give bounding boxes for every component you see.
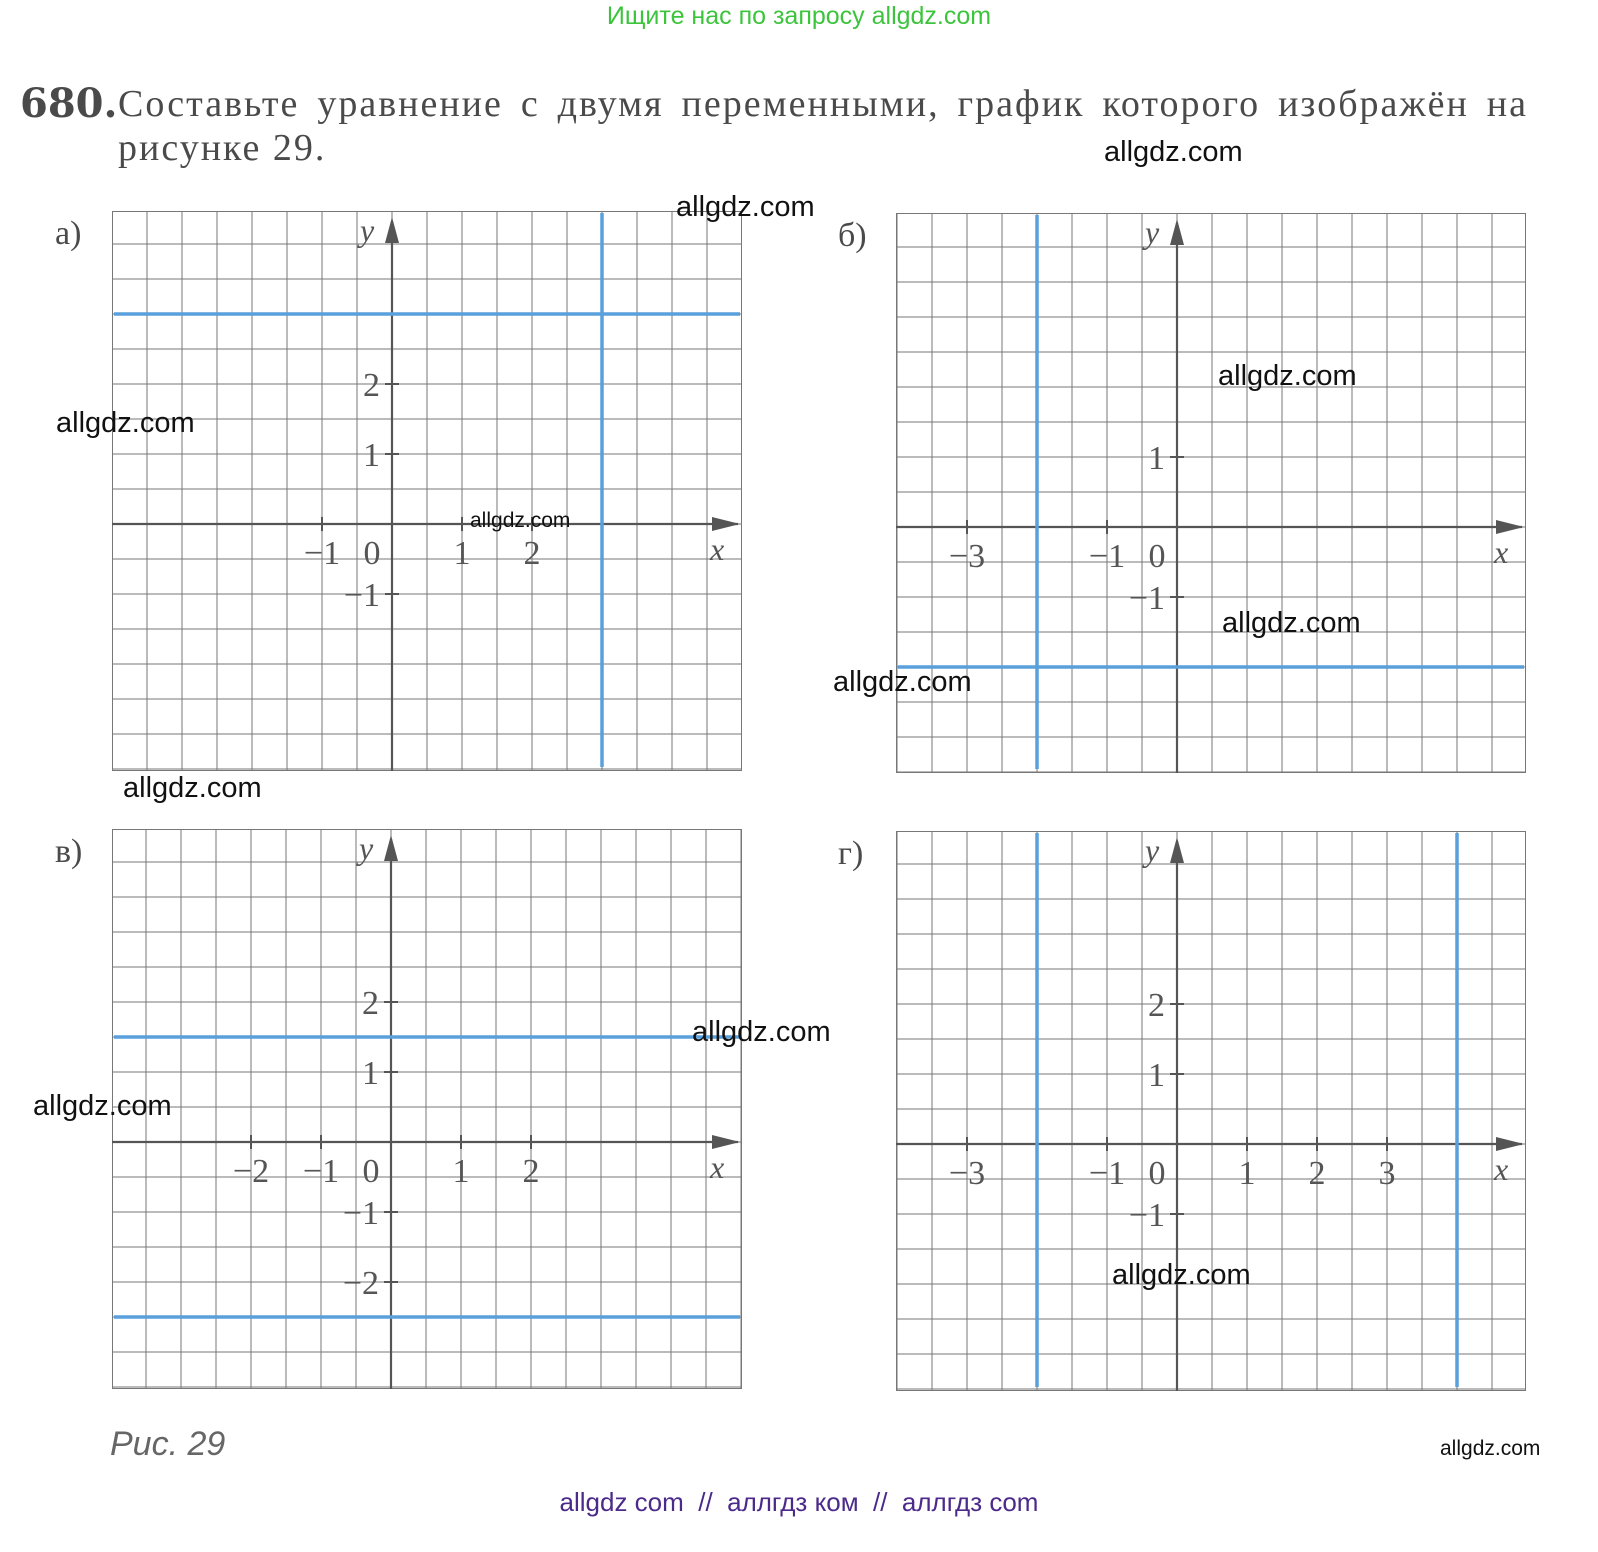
top-banner[interactable]: Ищите нас по запросу allgdz.com	[606, 2, 992, 30]
y-tick-label: −1	[1128, 1197, 1165, 1234]
y-axis-label: y	[359, 830, 374, 866]
x-tick-label: 1	[1238, 1155, 1256, 1192]
watermark: allgdz.com	[1104, 136, 1243, 168]
grid-border	[897, 214, 1526, 773]
y-tick-label: −1	[342, 1195, 379, 1232]
x-axis-arrow	[1496, 520, 1524, 534]
x-tick-label: 2	[1308, 1155, 1326, 1192]
y-axis-arrow	[1170, 219, 1184, 245]
x-tick-label: 3	[1378, 1155, 1396, 1192]
watermark: allgdz.com	[676, 191, 815, 223]
watermark: allgdz.com	[470, 509, 571, 532]
y-tick-label: −1	[343, 577, 380, 614]
y-axis-arrow	[384, 835, 398, 861]
x-tick-label: 1	[452, 1153, 470, 1190]
x-axis-label: x	[1494, 1151, 1509, 1187]
watermark: allgdz.com	[692, 1016, 831, 1048]
x-axis-arrow	[712, 1135, 740, 1149]
x-axis-label: x	[710, 1149, 725, 1185]
figure-caption: Рис. 29	[110, 1425, 226, 1463]
panel-label-g: г)	[838, 835, 864, 872]
x-axis-arrow	[712, 517, 740, 531]
watermark: allgdz.com	[123, 772, 262, 804]
x-tick-label: −1	[1088, 1155, 1126, 1192]
watermark: allgdz.com	[56, 407, 195, 439]
x-tick-label: −1	[303, 535, 341, 572]
watermark: allgdz.com	[1112, 1259, 1251, 1291]
graph-g	[896, 831, 1526, 1391]
problem-text: Составьте уравнение с двумя переменными, график которого изображён на рисунке 29.	[118, 83, 1528, 169]
footer-links[interactable]: allgdz com // аллгдз ком // аллгдз com	[559, 1487, 1039, 1517]
x-axis-arrow	[1496, 1137, 1524, 1151]
watermark: allgdz.com	[1440, 1437, 1541, 1460]
y-tick-label: 2	[362, 985, 379, 1022]
panel-label-b: б)	[838, 217, 867, 254]
x-tick-label: −1	[1088, 538, 1126, 575]
y-tick-label: 2	[363, 367, 380, 404]
x-tick-label: 2	[522, 1153, 540, 1190]
x-tick-label: −1	[302, 1153, 340, 1190]
panel-label-a: а)	[55, 215, 82, 252]
watermark: allgdz.com	[833, 666, 972, 698]
x-tick-label: 2	[523, 535, 541, 572]
origin-label: 0	[1148, 1155, 1166, 1192]
watermark: allgdz.com	[1222, 607, 1361, 639]
y-tick-label: −2	[342, 1265, 379, 1302]
grid-border	[113, 830, 742, 1389]
y-axis-label: y	[360, 212, 375, 248]
watermark: allgdz.com	[33, 1090, 172, 1122]
y-axis-label: y	[1145, 832, 1160, 868]
x-axis-label: x	[1494, 534, 1509, 570]
y-tick-label: 1	[362, 1055, 379, 1092]
problem-number: 680.	[20, 80, 118, 127]
origin-label: 0	[1148, 538, 1166, 575]
x-tick-label: −3	[948, 1155, 986, 1192]
x-tick-label: −3	[948, 538, 986, 575]
graph-a	[112, 211, 742, 771]
x-tick-label: 1	[453, 535, 471, 572]
grid-border	[897, 832, 1526, 1391]
graph-b	[896, 213, 1526, 773]
y-tick-label: −1	[1128, 580, 1165, 617]
panel-label-v: в)	[55, 833, 83, 870]
graph-v	[112, 829, 742, 1389]
origin-label: 0	[362, 1153, 380, 1190]
x-axis-label: x	[710, 531, 725, 567]
y-tick-label: 1	[1148, 1057, 1165, 1094]
origin-label: 0	[363, 535, 381, 572]
y-tick-label: 2	[1148, 987, 1165, 1024]
y-axis-arrow	[1170, 837, 1184, 863]
y-tick-label: 1	[363, 437, 380, 474]
y-axis-label: y	[1145, 214, 1160, 250]
watermark: allgdz.com	[1218, 360, 1357, 392]
y-tick-label: 1	[1148, 440, 1165, 477]
x-tick-label: −2	[232, 1153, 270, 1190]
y-axis-arrow	[385, 217, 399, 243]
